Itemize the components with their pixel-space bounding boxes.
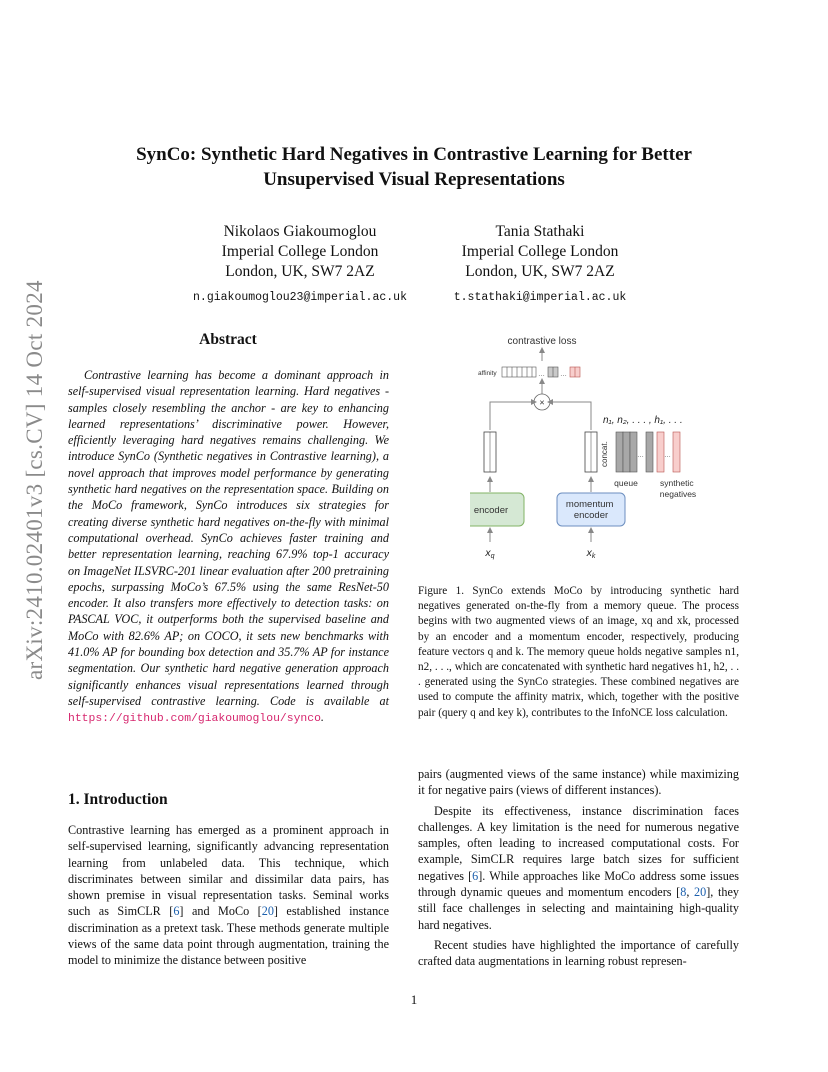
arxiv-stamp: arXiv:2410.02401v3 [cs.CV] 14 Oct 2024 [22, 280, 47, 680]
intro-paragraph-continued: pairs (augmented views of the same instance) while maximizing it for negative pairs (views of different instances). [418, 767, 739, 798]
citation-link[interactable]: 6 [472, 868, 479, 883]
citation-link[interactable]: 8 [680, 885, 687, 900]
negatives-label: n₁, n₂, . . . , h₁, . . . [603, 415, 683, 426]
author-affiliation: Imperial College London [461, 243, 619, 260]
intro-paragraph-1: Contrastive learning has emerged as a prominent approach in self-supervised learning, significantly advancing representation learning from unlabeled data. This technique, which discriminates between similar and dissimilar data pairs, has shown premise in visual representation tasks. Seminal works such as SimCLR [6] and MoCo [20] established instance discrimination as a pretext task. These methods generate multiple views of the same data point through augmentation, training the model to minimize the distance between positive [68, 823, 389, 968]
citation-link[interactable]: 20 [261, 904, 274, 919]
abstract-heading: Abstract [199, 331, 257, 348]
svg-text:×: × [539, 397, 545, 408]
queue-vectors [616, 432, 653, 472]
author-address: London, UK, SW7 2AZ [465, 263, 615, 280]
svg-text:…: … [637, 452, 644, 459]
author-2 [390, 222, 690, 308]
encoder-label: encoder [473, 505, 509, 516]
author-email[interactable]: n.giakoumoglou23@imperial.ac.uk [193, 291, 407, 304]
svg-text:…: … [560, 371, 567, 378]
synthetic-label-line1: synthetic [660, 478, 694, 488]
abstract-text: Contrastive learning has become a dominant approach in self-supervised visual representation learning. Hard negatives - samples closely resembling the anchor - are key to enhancing learned representations’ discriminative power. However, efficiently leveraging hard negatives remains challenging. We introduce SynCo (Synthetic negatives in Contrastive learning), a novel approach that improves model performance by generating synthetic hard negatives on the representation space. Building on the MoCo framework, SynCo introduces six strategies for creating diverse synthetic hard negatives on-the-fly with minimal computational overhead. SynCo achieves faster training and better representation learning, reaching 67.9% top-1 accuracy on ImageNet ILSVRC-201 linear evaluation after 200 pretraining epochs, surpassing MoCo’s 67.5% using the same ResNet-50 encoder. It also transfers more effectively to detection tasks: on PASCAL VOC, it outperforms both the supervised baseline and MoCo with 82.6% AP; on COCO, it sets new benchmarks with 41.0% AP for bounding box detection and 35.7% AP for instance segmentation. Our synthetic hard negative generation approach significantly enhances visual representations learned through self-supervised contrastive learning. Code is available at https://github.com/giakoumoglou/synco. [68, 368, 389, 726]
author-name: Tania Stathaki [495, 223, 585, 240]
citation-link[interactable]: 6 [173, 904, 180, 919]
svg-text:…: … [664, 452, 671, 459]
author-address: London, UK, SW7 2AZ [225, 263, 375, 280]
svg-text:…: … [538, 371, 545, 378]
queue-label: queue [614, 478, 638, 488]
affinity-label: affinity [478, 370, 497, 377]
momentum-encoder-label: momentum encoder [565, 499, 614, 521]
xq-label: xq [485, 547, 495, 560]
intro-paragraph-3: Recent studies have highlighted the importance of carefully crafted data augmentations in learning robust represen- [418, 937, 739, 969]
intro-paragraph-2: Despite its effectiveness, instance discrimination faces challenges. A key limitation is the need for numerous negative samples, often leading to increased computational costs. For example, SimCLR requires large batch sizes for sufficient negatives [6]. While approaches like MoCo address some issues through dynamic queues and momentum encoders [8, 20], they still face challenges in selecting and maintaining high-quality hard negatives. [418, 803, 739, 932]
figure-caption: Figure 1. SynCo extends MoCo by introducing synthetic hard negatives generated on-the-fly from a memory queue. The process begins with two augmented views of an image, xq and xk, processed by an encoder and a momentum encoder, respectively, producing feature vectors q and k. The memory queue holds negative samples n1, n2, . . ., which are concatenated with synthetic hard negatives h1, h2, . . . generated using the SynCo strategies. These combined negatives are used to compute the affinity matrix, which, together with the positive pair (query q and key k), contributes to the InfoNCE loss calculation. [418, 585, 739, 719]
intro-column-2 [418, 766, 739, 974]
author-name: Nikolaos Giakoumoglou [223, 223, 377, 240]
concat-label: concat. [600, 441, 609, 467]
paper-title: SynCo: Synthetic Hard Negatives in Contrastive Learning for Better Unsupervised Visual Representations [136, 144, 692, 190]
code-link[interactable]: https://github.com/giakoumoglou/synco [68, 713, 321, 726]
contrastive-loss-label: contrastive loss [507, 336, 577, 347]
section-heading: 1. Introduction [68, 791, 168, 808]
page-number: 1 [410, 992, 418, 1007]
citation-link[interactable]: 20 [694, 885, 707, 900]
xk-label: xk [586, 547, 596, 560]
author-affiliation: Imperial College London [221, 243, 379, 260]
figure-1-diagram [470, 330, 730, 570]
synthetic-label [660, 478, 696, 499]
synthetic-label-line2: negatives [659, 489, 697, 499]
author-email[interactable]: t.stathaki@imperial.ac.uk [453, 291, 627, 304]
